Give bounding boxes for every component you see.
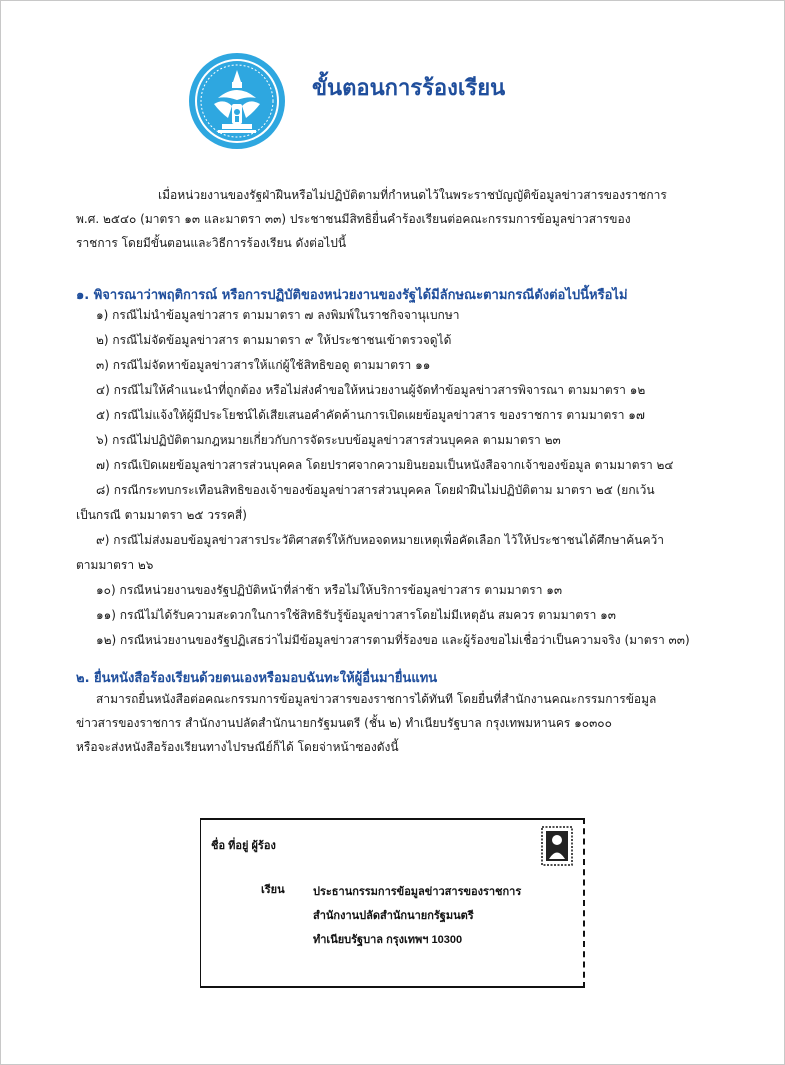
list-item: ๘) กรณีกระทบกระเทือนสิทธิของเจ้าของข้อมูลข่าวสารส่วนบุคคล โดยฝ่าฝืนไม่ปฏิบัติตาม มาตรา ๒๕ (ยกเว้น — [96, 483, 655, 497]
section2-line: ข่าวสารของราชการ สำนักงานปลัดสำนักนายกรัฐมนตรี (ชั้น ๒) ทำเนียบรัฐบาล กรุงเทพมหานคร ๑๐๓๐๐ — [76, 716, 612, 730]
section2-heading: ๒. ยื่นหนังสือร้องเรียนด้วยตนเองหรือมอบฉันทะให้ผู้อื่นมายื่นแทน — [76, 671, 438, 686]
intro-line: เมื่อหน่วยงานของรัฐฝ่าฝืนหรือไม่ปฏิบัติตามที่กำหนดไว้ในพระราชบัญญัติข้อมูลข่าวสารของราชการ — [158, 188, 667, 202]
list-item: ๗) กรณีเปิดเผยข้อมูลข่าวสารส่วนบุคคล โดยปราศจากความยินยอมเป็นหนังสือจากเจ้าของข้อมูล ตามมาตรา ๒๔ — [96, 458, 674, 472]
list-item: ๔) กรณีไม่ให้คำแนะนำที่ถูกต้อง หรือไม่ส่งคำขอให้หน่วยงานผู้จัดทำข้อมูลข่าวสารพิจารณา ตามมาตรา ๑๒ — [96, 383, 646, 397]
section2-paragraph — [76, 687, 731, 759]
list-item: ๑๑) กรณีไม่ได้รับความสะดวกในการใช้สิทธิรับรู้ข้อมูลข่าวสารโดยไม่มีเหตุอัน สมควร ตามมาตรา ๑๓ — [96, 608, 616, 622]
page-title: ขั้นตอนการร้องเรียน — [312, 76, 506, 101]
list-item: ๑) กรณีไม่นำข้อมูลข่าวสาร ตามมาตรา ๗ ลงพิมพ์ในราชกิจจานุเบกษา — [96, 308, 460, 322]
envelope-recipient — [313, 880, 521, 952]
envelope-sender-label: ชื่อ ที่อยู่ ผู้ร้อง — [211, 840, 276, 852]
list-item: ๑๐) กรณีหน่วยงานของรัฐปฏิบัติหน้าที่ล่าช้า หรือไม่ให้บริการข้อมูลข่าวสาร ตามมาตรา ๑๓ — [96, 583, 563, 597]
government-seal-icon — [188, 52, 286, 150]
list-item: ๕) กรณีไม่แจ้งให้ผู้มีประโยชน์ได้เสียเสนอคำคัดค้านการเปิดเผยข้อมูลข่าวสาร ของราชการ ตามมาตรา ๑๗ — [96, 408, 645, 422]
section2-line: สามารถยื่นหนังสือต่อคณะกรรมการข้อมูลข่าวสารของราชการได้ทันที โดยยื่นที่สำนักงานคณะกรรมการข้อมูล — [96, 692, 657, 706]
list-item: ๓) กรณีไม่จัดหาข้อมูลข่าวสารให้แก่ผู้ใช้สิทธิขอดู ตามมาตรา ๑๑ — [96, 358, 431, 372]
recipient-line: ประธานกรรมการข้อมูลข่าวสารของราชการ — [313, 886, 522, 898]
section1-heading: ๑. พิจารณาว่าพฤติการณ์ หรือการปฏิบัติของหน่วยงานของรัฐได้มีลักษณะตามกรณีดังต่อไปนี้หรือไม่ — [76, 288, 628, 303]
postage-stamp-icon — [541, 826, 573, 866]
list-item-continuation: เป็นกรณี ตามมาตรา ๒๕ วรรคสี่) — [76, 508, 247, 522]
recipient-line: ทำเนียบรัฐบาล กรุงเทพฯ 10300 — [313, 934, 463, 946]
envelope-illustration — [200, 818, 585, 988]
envelope-to-label: เรียน — [261, 884, 285, 896]
list-item: ๑๒) กรณีหน่วยงานของรัฐปฏิเสธว่าไม่มีข้อมูลข่าวสารตามที่ร้องขอ และผู้ร้องขอไม่เชื่อว่าเป็นความจริง (มาตรา ๓๓) — [96, 633, 690, 647]
list-item: ๖) กรณีไม่ปฏิบัติตามกฎหมายเกี่ยวกับการจัดระบบข้อมูลข่าวสารส่วนบุคคล ตามมาตรา ๒๓ — [96, 433, 561, 447]
list-item-continuation: ตามมาตรา ๒๖ — [76, 558, 154, 572]
section1-list — [76, 303, 731, 653]
intro-line: ราชการ โดยมีขั้นตอนและวิธีการร้องเรียน ดังต่อไปนี้ — [76, 236, 347, 250]
list-item: ๙) กรณีไม่ส่งมอบข้อมูลข่าวสารประวัติศาสตร์ให้กับหอจดหมายเหตุเพื่อคัดเลือก ไว้ให้ประชาชนได้ศึกษาค้นคว้า — [96, 533, 664, 547]
intro-line: พ.ศ. ๒๕๔๐ (มาตรา ๑๓ และมาตรา ๓๓) ประชาชนมีสิทธิยื่นคำร้องเรียนต่อคณะกรรมการข้อมูลข่าวสารของ — [76, 212, 631, 226]
intro-paragraph — [76, 183, 726, 255]
section2-line: หรือจะส่งหนังสือร้องเรียนทางไปรษณีย์ก็ได้ โดยจ่าหน้าซองดังนี้ — [76, 740, 399, 754]
recipient-line: สำนักงานปลัดสำนักนายกรัฐมนตรี — [313, 910, 474, 922]
list-item: ๒) กรณีไม่จัดข้อมูลข่าวสาร ตามมาตรา ๙ ให้ประชาชนเข้าตรวจดูได้ — [96, 333, 452, 347]
